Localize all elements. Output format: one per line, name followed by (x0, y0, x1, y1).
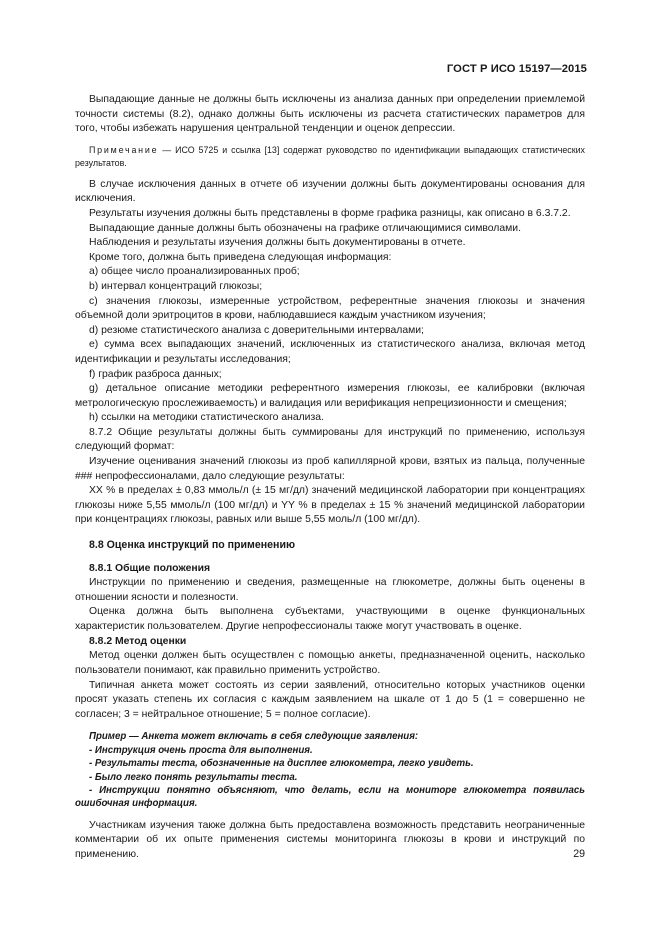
example-line: - Было легко понять результаты теста. (89, 771, 298, 783)
page-number: 29 (573, 848, 585, 860)
list-item: h) ссылки на методики статистического анализа. (89, 412, 324, 424)
paragraph-results-format: Результаты изучения должны быть представлены в форме графика разницы, как описано в 6.3.7.2. (89, 207, 571, 219)
note (75, 144, 585, 170)
paragraph-study-intro: Изучение оценивания значений глюкозы из проб капиллярной крови, взятых из пальца, полученные ### непрофессионалами, дало следующие результаты: (75, 456, 585, 482)
list-item: a) общее число проанализированных проб; (89, 266, 300, 278)
list-item: e) сумма всех выпадающих значений, исключенных из статистического анализа, включая метод идентификации и результаты исследования; (75, 339, 585, 365)
section-title-8-8: 8.8 Оценка инструкций по применению (89, 539, 296, 552)
page-content (75, 93, 585, 863)
list-item: c) значения глюкозы, измеренные устройством, референтные значения глюкозы и значения объемной доли эритроцитов в крови, наблюдавшиеся каждым участником изучения; (75, 295, 585, 322)
example-line: Пример — Анкета может включать в себя следующие заявления: (89, 731, 419, 743)
subsection-title-8-8-1: 8.8.1 Общие положения (89, 563, 211, 575)
note-text: — ИСО 5725 и ссылка [13] содержат руководство по идентификации выпадающих статистических результатов. (75, 144, 585, 168)
example-line: - Инструкция очень проста для выполнения. (89, 744, 313, 756)
paragraph-eval-subjects: Оценка должна быть выполнена субъектами, участвующими в оценке функциональных характеристик пользователем. Другие непрофессионалы также могут участвовать в оценке. (75, 606, 585, 632)
example-line: - Инструкции понятно объясняют, что делать, если на мониторе глюкометра появилась ошибочная информация. (75, 785, 585, 810)
paragraph-comments: Участникам изучения также должна быть предоставлена возможность представить неограниченные комментарии об их опыте применения системы мониторинга глюкозы в крови и инструкций по применению. (75, 819, 585, 860)
paragraph-documentation: Наблюдения и результаты изучения должны быть документированы в отчете. (89, 237, 466, 249)
paragraph-8-7-2: 8.7.2 Общие результаты должны быть суммированы для инструкций по применению, используя следующий формат: (75, 426, 585, 453)
list-item: b) интервал концентраций глюкозы; (89, 280, 263, 292)
list-item: f) график разброса данных; (89, 368, 222, 380)
paragraph-instructions-eval: Инструкции по применению и сведения, размещенные на глюкометре, должны быть оценены в отношении ясности и полезности. (75, 577, 585, 603)
example-line: - Результаты теста, обозначенные на дисплее глюкометра, легко увидеть. (89, 758, 474, 770)
subsection-title-8-8-2: 8.8.2 Метод оценки (89, 636, 187, 648)
paragraph-eval-method: Метод оценки должен быть осуществлен с помощью анкеты, предназначенной оценить, насколько пользователи понимают, как правильно применить устройство. (75, 650, 585, 676)
paragraph-outliers: Выпадающие данные не должны быть исключены из анализа данных при определении приемлемой точности системы (8.2), однако должны быть исключены из расчета статистических параметров для того, чтобы избежать нарушения центральной тенденции и оценок депрессии. (75, 94, 585, 135)
example-block (75, 730, 585, 810)
list-item: d) резюме статистического анализа с доверительными интервалами; (89, 324, 424, 336)
paragraph-info-intro: Кроме того, должна быть приведена следующая информация: (89, 251, 392, 263)
paragraph-accuracy-results: XX % в пределах ± 0,83 ммоль/л (± 15 мг/дл) значений медицинской лаборатории при концентрациях глюкозы ниже 5,55 ммоль/л (100 мг/дл) и YY % в пределах ± 15 % значений медицинской лаборатории при концентрациях глюкозы, равных или выше 5,55 моль/л (100 мг/дл). (75, 485, 585, 526)
paragraph-outlier-symbols: Выпадающие данные должны быть обозначены на графике отличающимися символами. (89, 222, 521, 234)
paragraph-exclusion: В случае исключения данных в отчете об изучении должны быть документированы основания для исключения. (75, 178, 585, 205)
list-item: g) детальное описание методики референтного измерения глюкозы, ее калибровки (включая метрологическую прослеживаемость) и валидация или верификация непрецизионности и смещения; (75, 383, 585, 409)
paragraph-questionnaire: Типичная анкета может состоять из серии заявлений, относительно которых участников оценки просят указать степень их согласия с каждым заявлением на шкале от 1 до 5 (1 = совершенно не согласен; 3 = нейтральное отношение; 5 = полное согласие). (75, 679, 585, 720)
note-label: Примечание (89, 144, 159, 155)
standard-code-header: ГОСТ Р ИСО 15197—2015 (446, 63, 587, 75)
